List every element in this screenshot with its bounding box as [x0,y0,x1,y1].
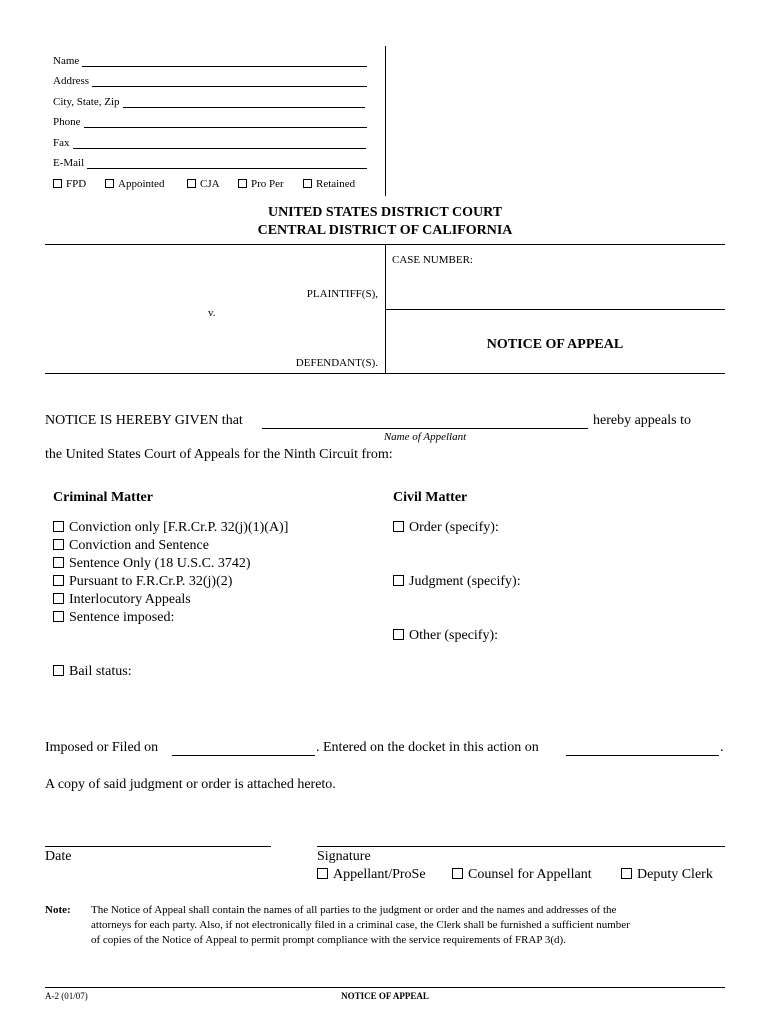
entered-date-field[interactable] [566,755,719,756]
option-cja[interactable]: CJA [187,178,220,190]
versus-label: v. [208,307,216,319]
option-retained[interactable]: Retained [303,178,355,190]
criminal-item[interactable]: Interlocutory Appeals [53,592,191,608]
city-state-zip-row [53,96,365,108]
phone-row [53,116,367,128]
phone-label: Phone [53,116,81,128]
defendant-label: DEFENDANT(S). [295,357,378,369]
entered-end: . [720,740,724,755]
checkbox-icon[interactable] [238,179,247,188]
checkbox-icon[interactable] [53,593,64,604]
bail-status[interactable]: Bail status: [53,664,132,680]
option-fpd[interactable]: FPD [53,178,86,190]
email-label: E-Mail [53,157,85,169]
header-divider [385,46,386,196]
checkbox-icon[interactable] [393,575,404,586]
imposed-date-field[interactable] [172,755,315,756]
footer-title: NOTICE OF APPEAL [341,991,429,1001]
email-row [53,157,367,169]
fax-row [53,137,366,149]
notice-line2: the United States Court of Appeals for the Ninth Circuit from: [45,447,393,462]
form-id: A-2 (01/07) [45,991,88,1001]
checkbox-icon[interactable] [53,575,64,586]
note-label: Note: [45,904,71,916]
checkbox-icon[interactable] [621,868,632,879]
criminal-heading: Criminal Matter [53,490,153,505]
notice-lead: NOTICE IS HEREBY GIVEN that [45,413,243,428]
caption-mid-rule [385,309,725,310]
name-label: Name [53,55,80,67]
criminal-item[interactable]: Pursuant to F.R.Cr.P. 32(j)(2) [53,574,232,590]
footer-rule [45,987,725,988]
phone-field[interactable] [84,118,367,128]
checkbox-icon[interactable] [53,557,64,568]
plaintiff-label: PLAINTIFF(S), [306,288,378,300]
checkbox-icon[interactable] [317,868,328,879]
appellant-name-field[interactable] [262,428,588,429]
civil-item-other[interactable]: Other (specify): [393,628,498,644]
signer-appellant[interactable]: Appellant/ProSe [317,867,426,883]
signer-counsel[interactable]: Counsel for Appellant [452,867,592,883]
civil-heading: Civil Matter [393,490,468,505]
criminal-item[interactable]: Sentence imposed: [53,610,174,626]
date-label: Date [45,849,72,864]
checkbox-icon[interactable] [452,868,463,879]
note-line2: attorneys for each party. Also, if not electronically filed in a criminal case, the Clerk shall be furnished a sufficient number [91,919,630,931]
signature-field[interactable] [317,846,725,847]
address-label: Address [53,75,90,87]
fax-label: Fax [53,137,70,149]
notice-appeals: hereby appeals to [593,413,691,428]
criminal-item[interactable]: Conviction and Sentence [53,538,209,554]
criminal-item[interactable]: Conviction only [F.R.Cr.P. 32(j)(1)(A)] [53,520,288,536]
checkbox-icon[interactable] [53,521,64,532]
address-row [53,75,367,87]
date-field[interactable] [45,846,271,847]
email-field[interactable] [87,159,367,169]
entered-label: . Entered on the docket in this action on [316,740,539,755]
caption-bottom-rule [45,373,725,374]
checkbox-icon[interactable] [53,539,64,550]
option-appointed[interactable]: Appointed [105,178,164,190]
imposed-label: Imposed or Filed on [45,740,159,755]
checkbox-icon[interactable] [53,179,62,188]
court-title-line2: CENTRAL DISTRICT OF CALIFORNIA [257,223,513,238]
copy-attached-text: A copy of said judgment or order is attached hereto. [45,777,336,792]
checkbox-icon[interactable] [393,629,404,640]
appellant-name-caption: Name of Appellant [383,431,467,443]
civil-item-order[interactable]: Order (specify): [393,520,499,536]
name-row [53,55,367,67]
civil-item-judgment[interactable]: Judgment (specify): [393,574,521,590]
signature-label: Signature [317,849,371,864]
fax-field[interactable] [73,139,366,149]
signer-deputy-clerk[interactable]: Deputy Clerk [621,867,713,883]
city-state-zip-label: City, State, Zip [53,96,120,108]
criminal-item[interactable]: Sentence Only (18 U.S.C. 3742) [53,556,251,572]
name-field[interactable] [82,57,367,67]
note-line3: of copies of the Notice of Appeal to permit prompt compliance with the service requirements of FRAP 3(d). [91,934,566,946]
city-state-zip-field[interactable] [123,98,365,108]
note-line1: The Notice of Appeal shall contain the names of all parties to the judgment or order and the names and addresses of the [91,904,617,916]
option-pro-per[interactable]: Pro Per [238,178,284,190]
checkbox-icon[interactable] [187,179,196,188]
checkbox-icon[interactable] [53,665,64,676]
notice-title: NOTICE OF APPEAL [486,337,624,352]
court-title-line1: UNITED STATES DISTRICT COURT [267,205,503,220]
case-number-label: CASE NUMBER: [392,254,473,266]
address-field[interactable] [92,77,367,87]
checkbox-icon[interactable] [303,179,312,188]
checkbox-icon[interactable] [393,521,404,532]
checkbox-icon[interactable] [53,611,64,622]
checkbox-icon[interactable] [105,179,114,188]
